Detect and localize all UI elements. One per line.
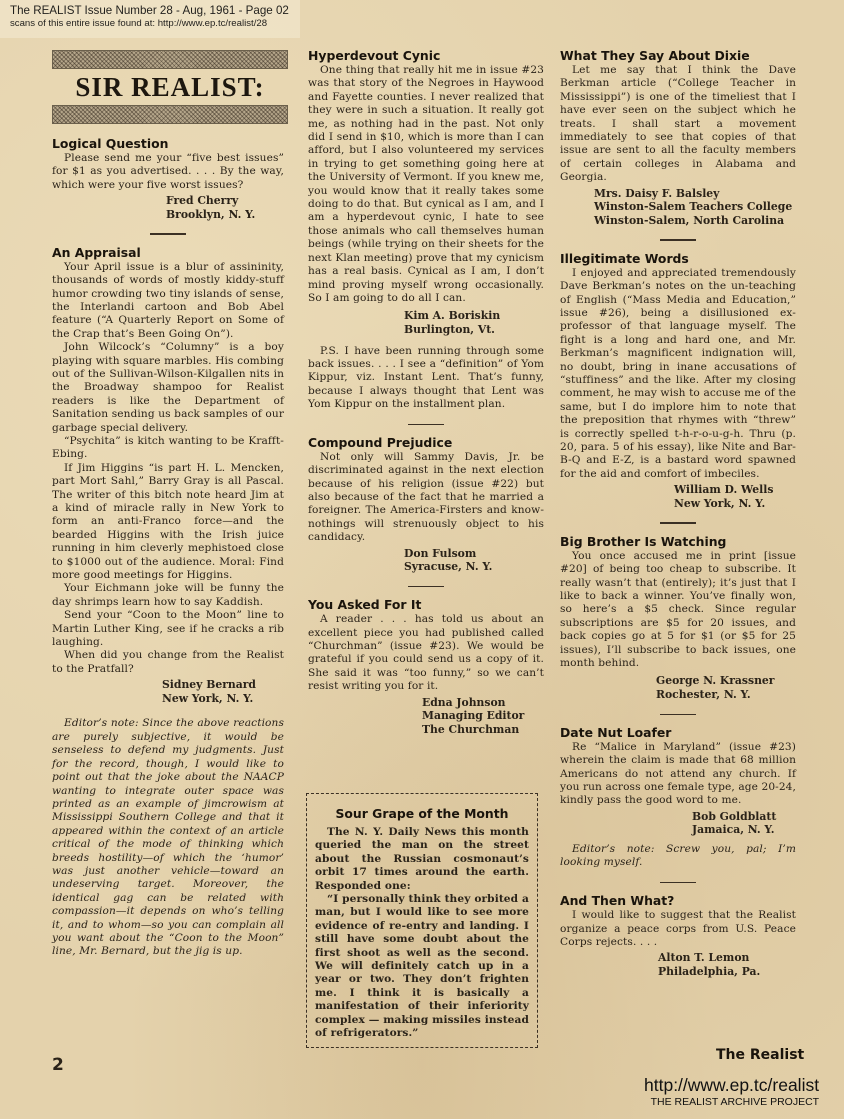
letter-signature-name: William D. Wells xyxy=(674,483,774,497)
letter-signature-name: Fred Cherry xyxy=(166,194,239,208)
letter-heading: What They Say About Dixie xyxy=(560,48,750,63)
letter-you-asked-for-it xyxy=(308,597,544,736)
letter-heading: An Appraisal xyxy=(52,244,141,260)
letter-body: I would like to suggest that the Realist organize a peace corps from U.S. Peace Corps rejects. . . . xyxy=(560,909,796,948)
letter-signature-name: Kim A. Boriskin xyxy=(404,309,501,323)
archive-url-link[interactable]: http://www.ep.tc/realist xyxy=(644,1075,820,1095)
letter-signature-place: Winston-Salem, North Carolina xyxy=(594,213,785,227)
archive-project-name: THE REALIST ARCHIVE PROJECT xyxy=(650,1096,820,1108)
masthead-halftone-bar-top xyxy=(52,50,288,69)
divider-rule xyxy=(660,714,696,715)
letter-signature-place: Philadelphia, Pa. xyxy=(658,965,761,978)
letter-heading: Hyperdevout Cynic xyxy=(308,48,441,63)
letter-signature-name: Don Fulsom xyxy=(404,546,477,560)
editors-note: Editor’s note: Since the above reactions are purely subjective, it would be senseless to defend my judgments. Just for the record, though, I would like to point out that the joke about the NAACP wanting to integrate outer space was printed as an example of jimcrowism at Mississippi Southern College and that it appeared within the context of an article critical of the mode of thinking which breeds hostility—of which the ‘humor’ was just another vehicle—toward an undeserving target. Moreover, the identical gag can be related with compassion—it depends on who’s telling it, and to whom—so you can complain all you want about the “Coon to the Moon” line, Mr. Bernard, but the jig is up. xyxy=(52,717,284,958)
column-2 xyxy=(308,48,544,736)
masthead-halftone-bar-bottom xyxy=(52,105,288,124)
letter-signature-name: Edna Johnson xyxy=(422,695,506,709)
letter-heading: Date Nut Loafer xyxy=(560,724,672,740)
letter-big-brother xyxy=(560,534,796,702)
letter-date-nut-loafer xyxy=(560,725,796,870)
letter-heading: Logical Question xyxy=(52,136,169,151)
letter-logical-question xyxy=(52,136,284,221)
letter-body: Re “Malice in Maryland” (issue #23) wherein the claim is made that 68 million Americans do not attend any church. If you run across one female type, age 20-24, kindly pass the good word to me. xyxy=(560,740,796,807)
archive-credit xyxy=(644,1075,819,1109)
letter-body: Not only will Sammy Davis, Jr. be discriminated against in the next election because of his religion (issue #22) but also because of the fact that he married a foreigner. The America-Firsters and know-nothings will strenuously object to his candidacy. xyxy=(308,450,544,544)
letter-signature-place: Jamaica, N. Y. xyxy=(692,823,775,837)
letter-heading: You Asked For It xyxy=(308,597,422,613)
column-3 xyxy=(560,48,796,979)
letter-signature-title: Managing Editor xyxy=(422,709,525,723)
letter-signature-place: Rochester, N. Y. xyxy=(656,687,751,701)
box-heading: Sour Grape of the Month xyxy=(335,806,509,821)
letter-body: You once accused me in print [issue #20] of being too cheap to subscribe. It really wasn’t that (entirely); it’s just that I like to back a winner. You’ve finally won, so here’s a $5 check. Since regular subscriptions are $5 for 20 issues, and back copies go at 5 for $1 (or $5 for 25 issues), I’ll subscribe to back issues, one month behind. xyxy=(560,549,796,669)
scan-banner-title: The REALIST Issue Number 28 - Aug, 1961 - Page 02 xyxy=(10,4,289,17)
letter-body: One thing that really hit me in issue #23 was that story of the Negroes in Haywood and Fayette counties. I never realized that they were in such a situation. It really got me, as nothing had in the past. Not only did I send in $10, which is more than I can afford, but I also volunteered my services in trying to get something going here at the University of Vermont. If you knew me, you would know that it really takes some doing to do that. But cynical as I am, and I am a hyperdevout cynic, I hate to see those animals who call themselves human beings (while trying on their sheets for the next Klan meeting) prove that my cynicism has a real basis. Cynical as I am, I don’t mind proving myself wrong occasionally. So I am going to do all I can. xyxy=(308,64,544,304)
sour-grape-box xyxy=(306,793,538,1048)
box-quote: “I personally think they orbited a man, but I would like to see more evidence of re-entry and landing. I still have some doubt about the first shoot as well as the second. We will definitely catch up in a year or two. They don’t frighten me. I think it is basically a manifestation of their inferiority complex — making missiles instead of refrigerators.” xyxy=(315,893,529,1040)
letter-signature-name: Sidney Bernard xyxy=(162,678,256,692)
letter-hyperdevout-cynic xyxy=(308,48,544,412)
letter-heading: Big Brother Is Watching xyxy=(560,533,727,549)
letter-illegitimate-words xyxy=(560,251,796,511)
letter-body: I enjoyed and appreciated tremendously Dave Berkman’s notes on the un-teaching of English (“Mass Media and Education,” issue #26), being a disillusioned ex-professor of that language myself. The fight is a long and hard one, and Mr. Berkman’s magnificent indignation will, no doubt, bring in inane accusations of “stuffiness” and the like. After my closing comment, he may wish to accuse me of the same, but I do implore him to note that the preposition that rhymes with “threw” is correctly spelled t-h-r-o-u-g-h. Thru (p. 20, para. 5 of his essay), like Nite and Bar-B-Q and E-Z, is a bastard word spawned for the aid and comfort of imbeciles. xyxy=(560,266,796,480)
scan-banner xyxy=(0,0,300,38)
divider-rule xyxy=(660,239,696,240)
letter-body: Your Eichmann joke will be funny the day shrimps learn how to say Kaddish. xyxy=(52,582,284,608)
divider-rule xyxy=(150,233,186,234)
letter-what-they-say-about-dixie xyxy=(560,48,796,227)
letter-body: Send your “Coon to the Moon” line to Martin Luther King, see if he cracks a rib laughing. xyxy=(52,609,284,649)
masthead xyxy=(52,50,288,124)
letter-signature-place: Burlington, Vt. xyxy=(404,322,495,336)
column-1 xyxy=(52,136,284,959)
letter-body: A reader . . . has told us about an excellent piece you had published called “Churchman” (issue #23). We would be grateful if you could send us a copy of it. She said it was “too funny,” so we can’t resist writing you for it. xyxy=(308,613,544,693)
letter-signature-place: New York, N. Y. xyxy=(162,691,254,705)
letter-signature-org: The Churchman xyxy=(422,722,520,736)
letter-an-appraisal xyxy=(52,245,284,959)
letter-body: “Psychita” is kitch wanting to be Krafft-Ebing. xyxy=(52,434,284,461)
letter-body: Your April issue is a blur of assininity, thousands of words of mostly kiddy-stuff humor crowding two tiny islands of sense, the Interlandi cartoon and Bob Abel feature (“A Quarterly Report on Some of the Crap that’s Been Going On”). xyxy=(52,260,284,340)
letter-heading: Illegitimate Words xyxy=(560,250,689,266)
divider-rule xyxy=(408,424,444,425)
publication-brand: The Realist xyxy=(716,1047,805,1063)
letter-signature-name: Bob Goldblatt xyxy=(692,809,777,823)
letter-body: Please send me your “five best issues” for $1 as you advertised. . . . By the way, which were your five worst issues? xyxy=(52,152,284,191)
letter-postscript: P.S. I have been running through some back issues. . . . I see a “definition” of Yom Kippur, viz. Instant Lent. That’s funny, because I always thought that Lent was Yom Kippur on the installment plan. xyxy=(308,344,544,411)
letter-signature-name: George N. Krassner xyxy=(656,674,775,688)
divider-rule xyxy=(660,882,696,883)
letter-signature-place: Brooklyn, N. Y. xyxy=(166,207,256,221)
letter-signature-place: Syracuse, N. Y. xyxy=(404,560,493,574)
editors-note: Editor’s note: Screw you, pal; I’m looking myself. xyxy=(560,843,796,869)
letter-signature-place: New York, N. Y. xyxy=(674,496,766,510)
box-body: The N. Y. Daily News this month queried the man on the street about the Russian cosmonaut’s orbit 17 times around the earth. Responded one: xyxy=(315,826,529,892)
letter-signature-org: Winston-Salem Teachers College xyxy=(594,200,793,214)
masthead-title: SIR REALIST: xyxy=(75,72,265,102)
divider-rule xyxy=(408,586,444,587)
letter-body: Let me say that I think the Dave Berkman article (“College Teacher in Mississippi”) is one of the timeliest that I have ever seen on the subject which he treats. I shall start a movement immediately to see that copies of that issue are sent to all the faculty members of certain colleges in Alabama and Georgia. xyxy=(560,64,796,184)
letter-heading: And Then What? xyxy=(560,893,675,909)
page-number: 2 xyxy=(52,1055,64,1075)
letter-body: If Jim Higgins “is part H. L. Mencken, part Mort Sahl,” Barry Gray is all Pascal. The writer of this bitch note heard Jim at a kind of miracle rally in New York to form an anti-Franco force—and the bearded Higgins with the Irish juice running in him cleverly mephistoed close to $1000 out of the audience. Moral: Find more good meetings for Higgins. xyxy=(52,461,284,582)
letter-compound-prejudice xyxy=(308,435,544,574)
scan-banner-link[interactable]: scans of this entire issue found at: http://www.ep.tc/realist/28 xyxy=(10,18,268,29)
letter-signature-name: Mrs. Daisy F. Balsley xyxy=(594,186,720,200)
divider-rule xyxy=(660,522,696,523)
letter-signature-name: Alton T. Lemon xyxy=(658,951,750,965)
letter-heading: Compound Prejudice xyxy=(308,434,453,450)
letter-and-then-what xyxy=(560,893,796,978)
letter-body: John Wilcock’s “Columny” is a boy playing with square marbles. His combing out of the Sullivan-Wilson-Kilgallen nits in the Broadway shampoo for Realist readers is like the Department of Sanitation sending us back samples of our garbage special delivery. xyxy=(52,341,284,434)
letter-body: When did you change from the Realist to the Pratfall? xyxy=(52,649,284,675)
